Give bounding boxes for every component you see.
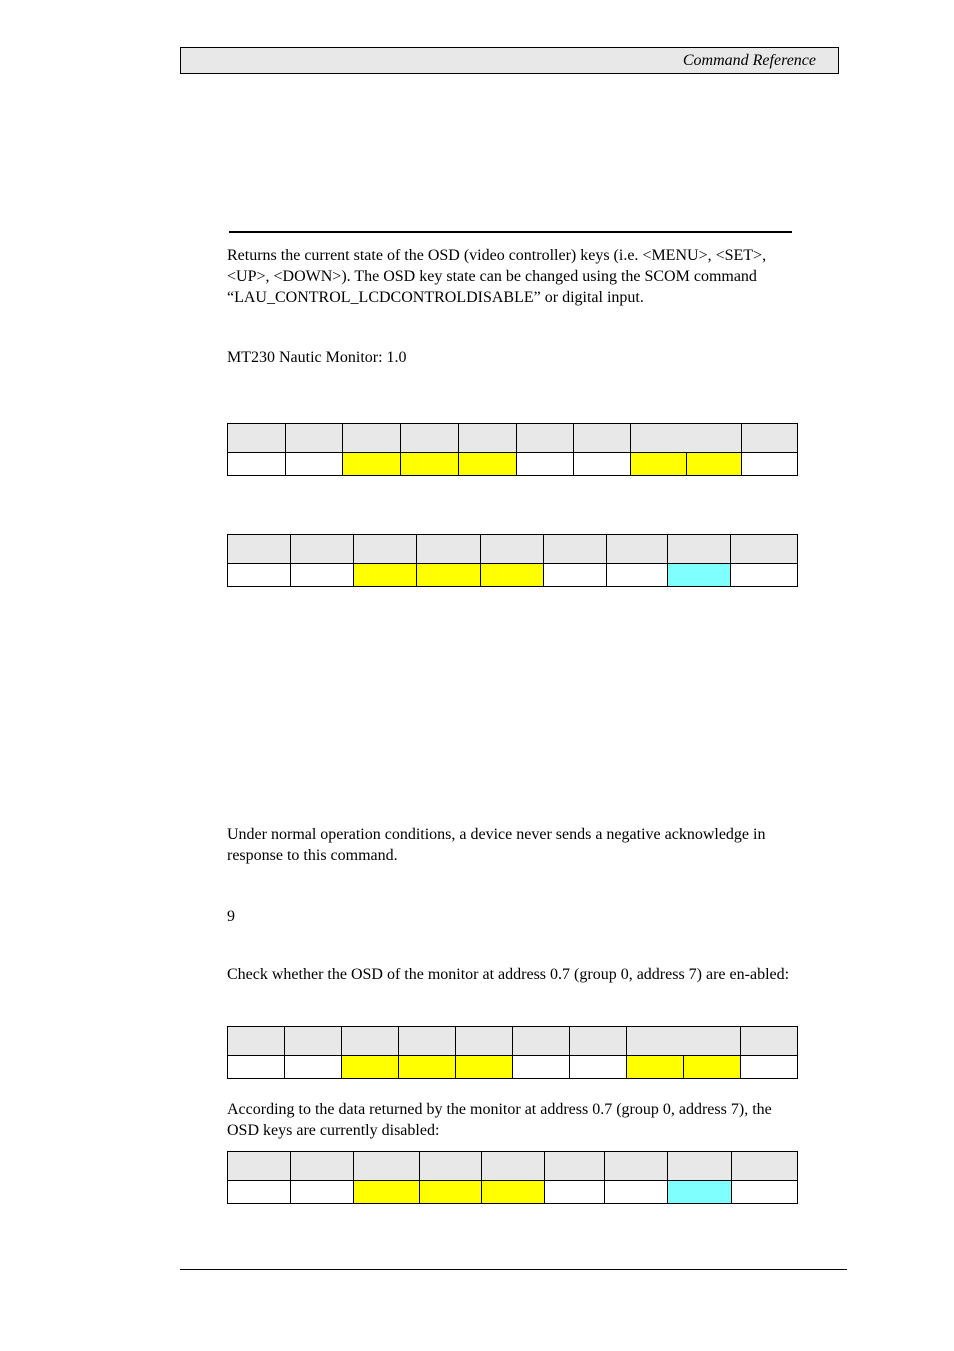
command-frame-table [227,423,798,476]
table-header-row [228,1152,798,1181]
table-row [228,453,798,476]
nak-note: Under normal operation conditions, a device never sends a negative acknowledge in response to this command. [227,826,766,864]
command-description: Returns the current state of the OSD (video controller) keys (i.e. <MENU>, <SET>, <UP>, <DOWN>). The OSD key state can be changed using the SCOM command “LAU_CONTROL_LCDCONTROLDISABLE” or digital input. [227,247,767,306]
table-row [228,1181,798,1204]
table-row [228,1056,798,1079]
table-header-row [228,1027,798,1056]
table-header-row [228,535,798,564]
response-frame-table [227,534,798,587]
table-header-row [228,424,798,453]
table-row [228,564,798,587]
example-command-table [227,1026,798,1079]
header-title: Command Reference [682,52,816,69]
example-result: According to the data returned by the monitor at address 0.7 (group 0, address 7), the OSD keys are currently disabled: [227,1101,772,1139]
example-response-table [227,1151,798,1204]
supported-devices: MT230 Nautic Monitor: 1.0 [227,349,407,366]
running-header [180,47,839,74]
command-code: 9 [227,908,235,925]
section-rule [229,231,792,233]
example-intro: Check whether the OSD of the monitor at address 0.7 (group 0, address 7) are en-abled: [227,966,790,983]
footer-rule [180,1269,847,1270]
